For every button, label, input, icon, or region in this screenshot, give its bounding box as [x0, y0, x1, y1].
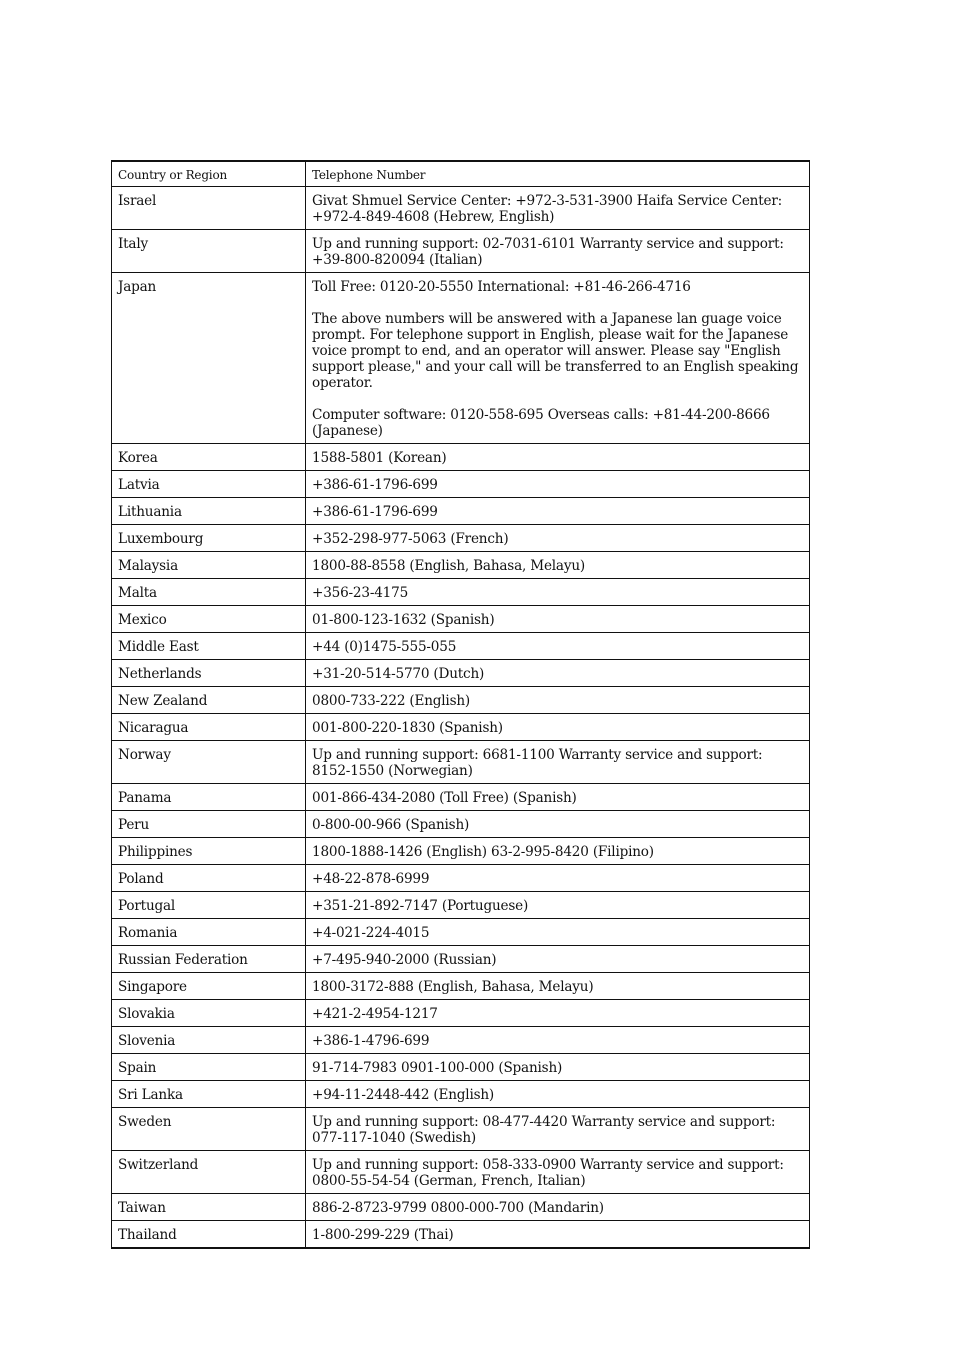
table-row [112, 784, 810, 811]
table-row [112, 444, 810, 471]
telephone-text: Up and running support: 058-333-0900 Warranty service and support: 0800-55-54-54 (German, French, Italian) [312, 1157, 784, 1189]
telephone-text: Toll Free: 0120-20-5550 International: +81-46-266-4716 [312, 279, 691, 295]
table-body [112, 187, 810, 1249]
country-cell: Slovenia [112, 1027, 306, 1054]
country-cell: Luxembourg [112, 525, 306, 552]
telephone-text: +386-1-4796-699 [312, 1033, 430, 1049]
table-row [112, 714, 810, 741]
country-cell: Netherlands [112, 660, 306, 687]
table-header-row [112, 161, 810, 187]
table-row [112, 1000, 810, 1027]
table-row [112, 660, 810, 687]
table-row [112, 919, 810, 946]
country-cell: Middle East [112, 633, 306, 660]
telephone-text: Computer software: 0120-558-695 Overseas calls: +81-44-200-8666 (Japanese) [312, 407, 770, 439]
table-row [112, 865, 810, 892]
telephone-cell [306, 919, 810, 946]
table-row [112, 741, 810, 784]
country-cell: Peru [112, 811, 306, 838]
telephone-text: 001-866-434-2080 (Toll Free) (Spanish) [312, 790, 577, 806]
telephone-text: Up and running support: 6681-1100 Warranty service and support: 8152-1550 (Norwegian) [312, 747, 763, 779]
telephone-text: 001-800-220-1830 (Spanish) [312, 720, 503, 736]
table-row [112, 1081, 810, 1108]
country-cell: Sri Lanka [112, 1081, 306, 1108]
country-cell: Malaysia [112, 552, 306, 579]
country-cell: Taiwan [112, 1194, 306, 1221]
telephone-cell [306, 552, 810, 579]
country-cell: Nicaragua [112, 714, 306, 741]
telephone-cell [306, 1151, 810, 1194]
table-row [112, 1108, 810, 1151]
table-row [112, 633, 810, 660]
telephone-text: +351-21-892-7147 (Portuguese) [312, 898, 529, 914]
table-row [112, 230, 810, 273]
country-cell: Sweden [112, 1108, 306, 1151]
country-cell: Slovakia [112, 1000, 306, 1027]
country-cell: Malta [112, 579, 306, 606]
table-row [112, 552, 810, 579]
table-row [112, 606, 810, 633]
telephone-cell [306, 973, 810, 1000]
telephone-cell [306, 1054, 810, 1081]
country-cell: Israel [112, 187, 306, 230]
telephone-cell [306, 633, 810, 660]
telephone-cell [306, 687, 810, 714]
telephone-cell [306, 838, 810, 865]
header-telephone: Telephone Number [306, 161, 810, 187]
telephone-text: 1588-5801 (Korean) [312, 450, 447, 466]
telephone-cell [306, 230, 810, 273]
telephone-cell [306, 1027, 810, 1054]
telephone-text: Givat Shmuel Service Center: +972-3-531-3900 Haifa Service Center: +972-4-849-4608 (Hebrew, English) [312, 193, 783, 225]
telephone-cell [306, 714, 810, 741]
telephone-cell [306, 865, 810, 892]
table-row [112, 946, 810, 973]
telephone-cell [306, 498, 810, 525]
header-country: Country or Region [112, 161, 306, 187]
telephone-text: The above numbers will be answered with a Japanese lan guage voice prompt. For telephone support in English, please wait for the Japanese voice prompt to end, and an operator will answer. Please say "English support please," and your call will be transferred to an English speaking operator. [312, 311, 799, 391]
telephone-cell [306, 606, 810, 633]
support-phone-table-wrapper [111, 160, 809, 1249]
telephone-text: +386-61-1796-699 [312, 477, 438, 493]
telephone-cell [306, 1221, 810, 1249]
telephone-text: 91-714-7983 0901-100-000 (Spanish) [312, 1060, 563, 1076]
country-cell: Portugal [112, 892, 306, 919]
telephone-text: 886-2-8723-9799 0800-000-700 (Mandarin) [312, 1200, 604, 1216]
country-cell: Panama [112, 784, 306, 811]
telephone-text: 1800-1888-1426 (English) 63-2-995-8420 (Filipino) [312, 844, 654, 860]
table-row [112, 525, 810, 552]
telephone-cell [306, 946, 810, 973]
country-cell: Korea [112, 444, 306, 471]
country-cell: Latvia [112, 471, 306, 498]
table-row [112, 1027, 810, 1054]
telephone-text: +352-298-977-5063 (French) [312, 531, 509, 547]
telephone-text: +31-20-514-5770 (Dutch) [312, 666, 485, 682]
telephone-cell [306, 444, 810, 471]
telephone-cell [306, 784, 810, 811]
telephone-text: +7-495-940-2000 (Russian) [312, 952, 497, 968]
country-cell: Russian Federation [112, 946, 306, 973]
table-row [112, 687, 810, 714]
telephone-text: +356-23-4175 [312, 585, 409, 601]
telephone-text: +94-11-2448-442 (English) [312, 1087, 495, 1103]
telephone-text: 1-800-299-229 (Thai) [312, 1227, 454, 1243]
telephone-text: 01-800-123-1632 (Spanish) [312, 612, 495, 628]
telephone-cell [306, 273, 810, 444]
table-row [112, 1221, 810, 1249]
table-row [112, 471, 810, 498]
country-cell: Poland [112, 865, 306, 892]
telephone-text: +4-021-224-4015 [312, 925, 430, 941]
telephone-text: +421-2-4954-1217 [312, 1006, 438, 1022]
country-cell: Philippines [112, 838, 306, 865]
table-row [112, 973, 810, 1000]
telephone-text: +386-61-1796-699 [312, 504, 438, 520]
table-row [112, 811, 810, 838]
country-cell: Thailand [112, 1221, 306, 1249]
telephone-cell [306, 741, 810, 784]
telephone-text: 0800-733-222 (English) [312, 693, 471, 709]
telephone-text: +44 (0)1475-555-055 [312, 639, 457, 655]
telephone-cell [306, 1000, 810, 1027]
country-cell: Italy [112, 230, 306, 273]
telephone-cell [306, 471, 810, 498]
table-row [112, 1151, 810, 1194]
telephone-text: Up and running support: 02-7031-6101 Warranty service and support: +39-800-820094 (Italian) [312, 236, 784, 268]
table-row [112, 273, 810, 444]
country-cell: Spain [112, 1054, 306, 1081]
telephone-text: 0-800-00-966 (Spanish) [312, 817, 470, 833]
table-row [112, 838, 810, 865]
telephone-text: 1800-88-8558 (English, Bahasa, Melayu) [312, 558, 585, 574]
table-row [112, 892, 810, 919]
table-row [112, 1054, 810, 1081]
country-cell: Lithuania [112, 498, 306, 525]
telephone-cell [306, 811, 810, 838]
country-cell: New Zealand [112, 687, 306, 714]
table-row [112, 187, 810, 230]
support-phone-table [111, 160, 810, 1249]
telephone-cell [306, 579, 810, 606]
country-cell: Mexico [112, 606, 306, 633]
telephone-text: +48-22-878-6999 [312, 871, 430, 887]
table-row [112, 1194, 810, 1221]
telephone-cell [306, 1081, 810, 1108]
telephone-cell [306, 1108, 810, 1151]
country-cell: Romania [112, 919, 306, 946]
country-cell: Singapore [112, 973, 306, 1000]
telephone-cell [306, 892, 810, 919]
telephone-text: Up and running support: 08-477-4420 Warranty service and support: 077-117-1040 (Swedish) [312, 1114, 776, 1146]
country-cell: Japan [112, 273, 306, 444]
country-cell: Norway [112, 741, 306, 784]
telephone-cell [306, 1194, 810, 1221]
table-row [112, 579, 810, 606]
telephone-text: 1800-3172-888 (English, Bahasa, Melayu) [312, 979, 594, 995]
telephone-cell [306, 525, 810, 552]
country-cell: Switzerland [112, 1151, 306, 1194]
telephone-cell [306, 187, 810, 230]
table-row [112, 498, 810, 525]
telephone-cell [306, 660, 810, 687]
